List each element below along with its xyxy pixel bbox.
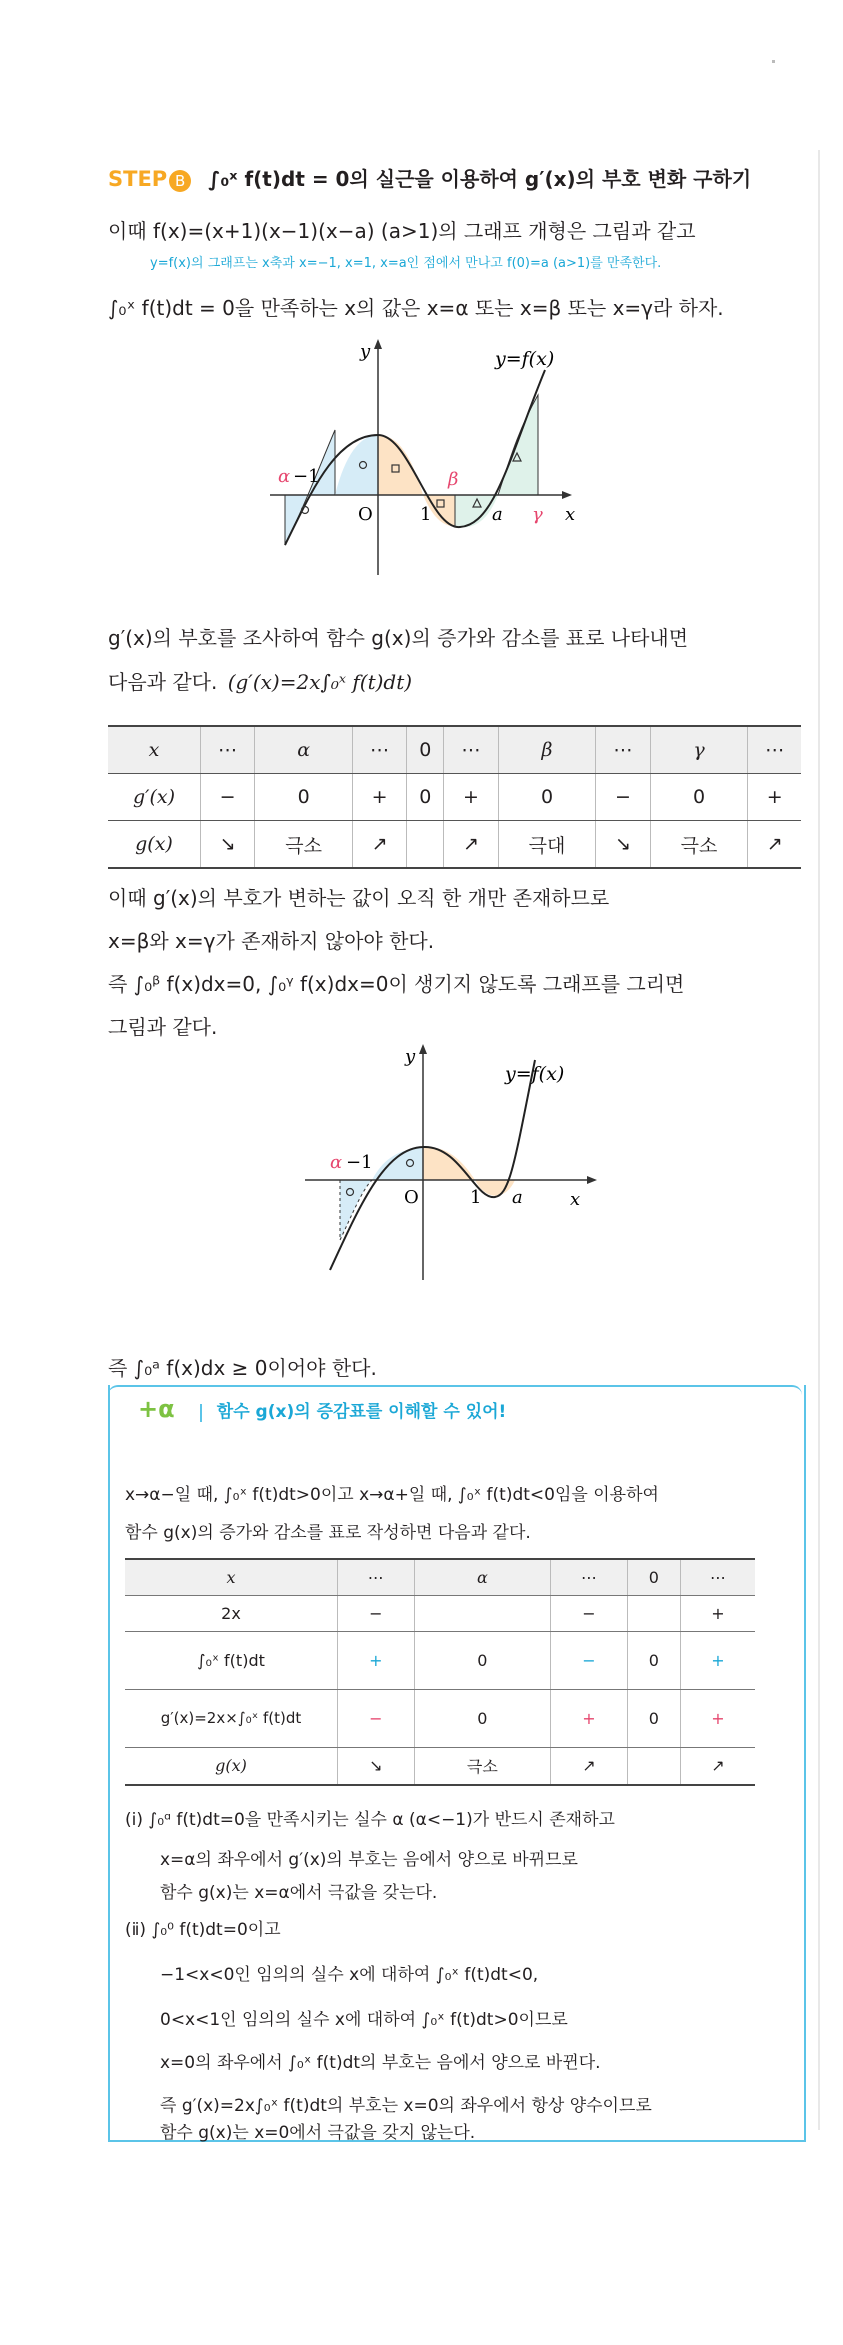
table1-cell: ↗ [748,821,801,869]
para3-line4: 그림과 같다. [108,1015,218,1039]
margin-rule [818,150,820,2130]
para1-note: y=f(x)의 그래프는 x축과 x=−1, x=1, x=a인 점에서 만나고 f(0)=a (a>1)를 만족한다. [150,256,662,271]
graph2-tick-alpha: α [330,1152,343,1173]
graph1-region-a-gamma [498,395,538,495]
table1-cell: − [596,774,650,821]
table1-cell: ⋯ [201,726,255,774]
increase-decrease-table-2 [125,1558,755,1786]
graph-2 [300,1040,620,1290]
table2-row-integral [125,1631,755,1689]
table1-cell: ↗ [444,821,498,869]
table2-cell: ↘ [338,1747,415,1785]
graph1-region-m1-0 [335,435,378,495]
graph2-origin: O [404,1187,419,1208]
tip-line1: x→α−일 때, ∫₀ˣ f(t)dt>0이고 x→α+일 때, ∫₀ˣ f(t)dt<0임을 이용하여 [125,1485,659,1505]
tip-i1: (ⅰ) ∫₀ᵅ f(t)dt=0을 만족시키는 실수 α (α<−1)가 반드시 존재하고 [125,1810,615,1830]
table2-cell: α [414,1559,551,1595]
table2-cell: + [680,1689,755,1747]
table2-cell: − [338,1595,415,1631]
table1-cell: + [444,774,498,821]
para3-line2: x=β와 x=γ가 존재하지 않아야 한다. [108,929,435,953]
graph2-curve-label: y=f(x) [505,1063,565,1085]
graph1-tick-gamma: γ [532,504,543,525]
table1-cell: + [748,774,801,821]
table1-cell: ↗ [353,821,407,869]
tip-i3: 함수 g(x)는 x=α에서 극값을 갖는다. [160,1883,438,1903]
table2-cell: ↗ [680,1747,755,1785]
graph1-tick-beta: β [448,469,459,490]
table1-cell: ↘ [596,821,650,869]
graph1-region-0-1 [378,435,423,495]
para2-formula: (g′(x)=2x∫₀ˣ f(t)dt) [227,670,413,694]
table2-cell: 0 [627,1559,680,1595]
para1-line1: 이때 f(x)=(x+1)(x−1)(x−a) (a>1)의 그래프 개형은 그림과 같고 [108,219,696,243]
table1-cell: 극소 [255,821,353,869]
table2-cell: + [680,1631,755,1689]
tip-i2: x=α의 좌우에서 g′(x)의 부호는 음에서 양으로 바뀌므로 [160,1850,578,1870]
table2-cell: ∫₀ˣ f(t)dt [125,1631,338,1689]
tip-ii5: 즉 g′(x)=2x∫₀ˣ f(t)dt의 부호는 x=0의 좌우에서 항상 양수이므로 [160,2096,652,2116]
table1-cell: + [353,774,407,821]
table2-cell [627,1595,680,1631]
tip-badge: +α [138,1395,175,1423]
graph1-curve-label: y=f(x) [495,348,555,370]
graph2-region-alpha [340,1180,372,1240]
increase-decrease-table-1 [108,725,801,869]
step-header [108,163,751,192]
graph1-xlabel: x [565,504,576,525]
tip-ii3: 0<x<1인 임의의 실수 x에 대하여 ∫₀ˣ f(t)dt>0이므로 [160,2010,568,2030]
table1-cell: ⋯ [748,726,801,774]
table2-row-2x [125,1595,755,1631]
graph1-tick-1: 1 [420,504,432,525]
graph1-ylabel: y [360,341,371,362]
tip-ii2: −1<x<0인 임의의 실수 x에 대하여 ∫₀ˣ f(t)dt<0, [160,1965,539,1985]
tip-ii1: (ⅱ) ∫₀⁰ f(t)dt=0이고 [125,1920,281,1940]
table2-cell: − [551,1631,628,1689]
tip-title: 함수 g(x)의 증감표를 이해할 수 있어! [216,1402,507,1422]
tip-header [138,1395,506,1423]
table1-cell: 0 [407,774,444,821]
graph2-y-arrow [419,1044,427,1054]
table1-cell: β [498,726,596,774]
table2-cell: 2x [125,1595,338,1631]
table2-cell: x [125,1559,338,1595]
table2-cell: 0 [414,1689,551,1747]
table1-cell: 0 [650,774,748,821]
table2-cell: + [338,1631,415,1689]
para3-line3: 즉 ∫₀ᵝ f(x)dx=0, ∫₀ᵞ f(x)dx=0이 생기지 않도록 그래프를 그리면 [108,972,685,996]
table2-cell: 극소 [414,1747,551,1785]
table1-cell: γ [650,726,748,774]
para2-line1: g′(x)의 부호를 조사하여 함수 g(x)의 증가와 감소를 표로 나타내면 [108,626,689,650]
table1-cell: ⋯ [353,726,407,774]
table2-cell: 0 [627,1631,680,1689]
tip-line2: 함수 g(x)의 증가와 감소를 표로 작성하면 다음과 같다. [125,1523,531,1543]
table2-cell: + [551,1689,628,1747]
table1-row-x [108,726,801,774]
tip-divider [200,1404,202,1422]
graph1-x-arrow [562,491,572,499]
tip-ii6: 함수 g(x)는 x=0에서 극값을 갖지 않는다. [160,2123,476,2143]
table1-cell: ⋯ [596,726,650,774]
table2-cell: 0 [414,1631,551,1689]
table1-cell: α [255,726,353,774]
graph2-tick-m1: −1 [346,1152,373,1173]
step-label: STEP [108,167,168,191]
table2-cell: − [338,1689,415,1747]
table2-cell: ⋯ [551,1559,628,1595]
para1-line2: ∫₀ˣ f(t)dt = 0을 만족하는 x의 값은 x=α 또는 x=β 또는 x=γ라 하자. [108,296,724,320]
graph2-x-arrow [587,1176,597,1184]
table1-cell: g′(x) [108,774,201,821]
table1-row-g [108,821,801,869]
table1-cell: − [201,774,255,821]
graph-1 [260,335,660,585]
corner-dot [772,60,775,63]
table2-cell: − [551,1595,628,1631]
graph2-ylabel: y [405,1046,416,1067]
table2-cell [627,1747,680,1785]
table1-cell: 0 [407,726,444,774]
table1-cell: 극대 [498,821,596,869]
graph1-tick-m1: −1 [293,466,320,487]
graph2-xlabel: x [570,1189,581,1210]
table2-cell: ↗ [551,1747,628,1785]
para2-line2-wrap [108,666,412,695]
table2-row-g [125,1747,755,1785]
table2-cell: ⋯ [680,1559,755,1595]
table2-row-gprime [125,1689,755,1747]
conclusion: 즉 ∫₀ᵃ f(x)dx ≥ 0이어야 한다. [108,1356,377,1380]
table2-cell: g′(x)=2x×∫₀ˣ f(t)dt [125,1689,338,1747]
table2-row-x [125,1559,755,1595]
table1-cell: 0 [498,774,596,821]
table1-cell: 극소 [650,821,748,869]
graph2-tick-1: 1 [470,1187,482,1208]
para3-line1: 이때 g′(x)의 부호가 변하는 값이 오직 한 개만 존재하므로 [108,886,610,910]
table2-cell [414,1595,551,1631]
graph1-origin: O [358,504,373,525]
table2-cell: ⋯ [338,1559,415,1595]
table2-cell: + [680,1595,755,1631]
step-title: ∫₀ˣ f(t)dt = 0의 실근을 이용하여 g′(x)의 부호 변화 구하기 [208,167,752,191]
graph1-tick-a: a [492,504,503,525]
graph2-tick-a: a [512,1187,523,1208]
graph1-y-arrow [374,339,382,349]
step-number-badge: B [169,170,191,192]
table2-cell: 0 [627,1689,680,1747]
para2-line2: 다음과 같다. [108,670,218,694]
table1-cell: ⋯ [444,726,498,774]
table1-cell: x [108,726,201,774]
tip-ii4: x=0의 좌우에서 ∫₀ˣ f(t)dt의 부호는 음에서 양으로 바뀐다. [160,2053,601,2073]
table1-row-gprime [108,774,801,821]
table2-cell: g(x) [125,1747,338,1785]
table1-cell: 0 [255,774,353,821]
table1-cell: ↘ [201,821,255,869]
table1-cell [407,821,444,869]
table1-cell: g(x) [108,821,201,869]
graph1-tick-alpha: α [278,466,291,487]
